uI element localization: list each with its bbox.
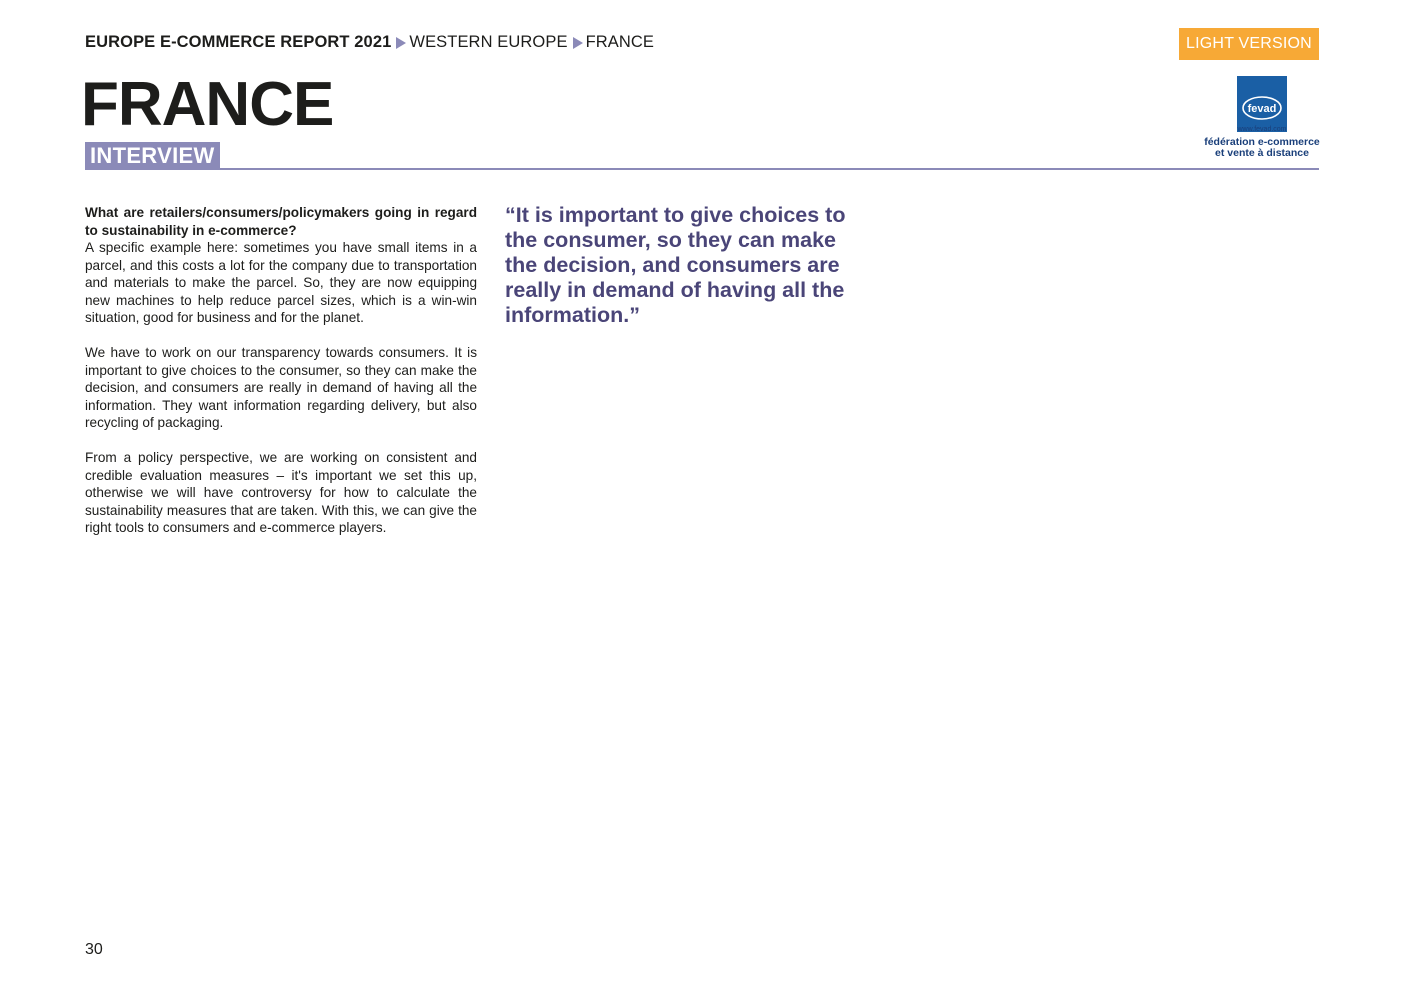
light-version-button[interactable]: LIGHT VERSION <box>1179 28 1319 60</box>
fevad-logo <box>1200 74 1322 162</box>
pull-quote: “It is important to give choices to the consumer, so they can make the decision, and consumers are really in demand of having all the information.” <box>505 203 846 327</box>
interview-answer-1: A specific example here: sometimes you have small items in a parcel, and this costs a lot for the company due to transportation and materials to make the parcel. So, they are now equipping new machines to help reduce parcel sizes, which is a win-win situation, good for business and for the planet. <box>85 240 477 325</box>
breadcrumb-report[interactable]: EUROPE E-COMMERCE REPORT 2021 <box>85 33 392 51</box>
logo-tagline <box>1200 137 1324 159</box>
logo-tagline-line2: et vente à distance <box>1215 147 1309 159</box>
interview-column <box>85 204 477 554</box>
section-label: INTERVIEW <box>85 142 220 170</box>
breadcrumb-country[interactable]: FRANCE <box>585 33 654 51</box>
interview-block <box>85 204 477 327</box>
interview-answer-3: From a policy perspective, we are working on consistent and credible evaluation measures – it's important we set this up, otherwise we will have controversy for how to calculate the sustainability measures that are taken. With this, we can give the right tools to consumers and e-commerce players. <box>85 450 477 535</box>
svg-text:fevad: fevad <box>1247 103 1277 115</box>
triangle-right-icon <box>396 37 406 49</box>
breadcrumb-region[interactable]: WESTERN EUROPE <box>409 33 568 51</box>
logo-url: www.fevad.com <box>1237 126 1287 133</box>
interview-answer-2: We have to work on our transparency towards consumers. It is important to give choices to the consumer, so they can make the decision, and consumers are really in demand of having all the information. They want information regarding delivery, but also recycling of packaging. <box>85 345 477 430</box>
page-number: 30 <box>85 941 103 958</box>
header-divider <box>85 168 1319 170</box>
fevad-logo-mark <box>1237 76 1287 132</box>
triangle-right-icon <box>573 37 583 49</box>
logo-tagline-line1: fédération e-commerce <box>1204 136 1320 148</box>
breadcrumb <box>85 33 654 52</box>
interview-question: What are retailers/consumers/policymakers going in regard to sustainability in e-commerce? <box>85 205 477 238</box>
fevad-logo-icon <box>1237 76 1287 132</box>
page-title: FRANCE <box>81 70 334 139</box>
